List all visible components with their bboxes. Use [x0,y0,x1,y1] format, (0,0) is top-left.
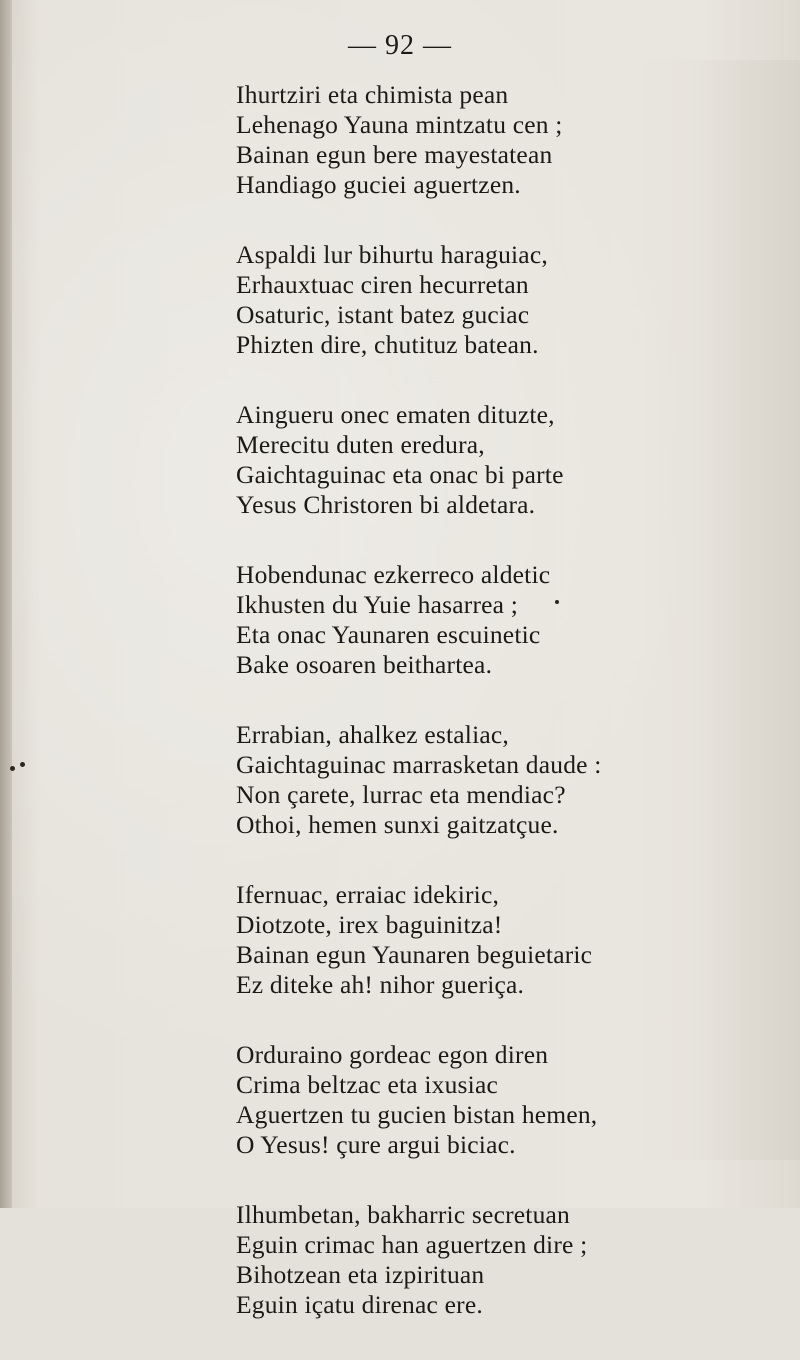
verse-line: Gaichtaguinac marrasketan daude : [236,750,602,779]
verse-line: Eta onac Yaunaren escuinetic [236,620,541,649]
stanza [236,400,756,520]
verse-line: Gaichtaguinac eta onac bi parte [236,460,564,489]
verse-line: Eguin içatu direnac ere. [236,1290,483,1319]
stanza [236,560,756,680]
verse-line: Ihurtziri eta chimista pean [236,80,509,109]
verse-line: Ikhusten du Yuie hasarrea ; [236,590,519,619]
verse-line: Handiago guciei aguertzen. [236,170,521,199]
ink-speck [10,766,15,771]
ink-speck [20,762,25,767]
verse-line: Non çarete, lurrac eta mendiac? [236,780,566,809]
verse-line: Orduraino gordeac egon diren [236,1040,549,1069]
page-spine-shadow [0,0,12,1208]
stanza [236,1200,756,1320]
verse-line: Erhauxtuac ciren hecurretan [236,270,529,299]
verse-line: O Yesus! çure argui biciac. [236,1130,516,1159]
verse-line: Othoi, hemen sunxi gaitzatçue. [236,810,559,839]
stanza [236,880,756,1000]
verse-line: Aingueru onec ematen dituzte, [236,400,555,429]
stanza [236,80,756,200]
verse-line: Yesus Christoren bi aldetara. [236,490,536,519]
verse-line: Eguin crimac han aguertzen dire ; [236,1230,588,1259]
stanza [236,720,756,840]
verse-line: Phizten dire, chutituz batean. [236,330,539,359]
poem [236,80,756,1360]
verse-line: Merecitu duten eredura, [236,430,485,459]
verse-line: Crima beltzac eta ixusiac [236,1070,499,1099]
verse-line: Bihotzean eta izpirituan [236,1260,485,1289]
verse-line: Lehenago Yauna mintzatu cen ; [236,110,563,139]
verse-line: Bainan egun bere mayestatean [236,140,553,169]
stanza [236,1040,756,1160]
verse-line: Aspaldi lur bihurtu haraguiac, [236,240,548,269]
page-number: — 92 — [348,30,452,61]
verse-line: Hobendunac ezkerreco aldetic [236,560,551,589]
ink-speck [555,600,559,604]
verse-line: Errabian, ahalkez estaliac, [236,720,509,749]
verse-line: Bainan egun Yaunaren beguietaric [236,940,593,969]
verse-line: Ilhumbetan, bakharric secretuan [236,1200,571,1229]
verse-line: Diotzote, irex baguinitza! [236,910,503,939]
verse-line: Aguertzen tu gucien bistan hemen, [236,1100,598,1129]
verse-line: Bake osoaren beithartea. [236,650,493,679]
verse-line: Ez diteke ah! nihor gueriça. [236,970,525,999]
verse-line: Osaturic, istant batez guciac [236,300,530,329]
stanza [236,240,756,360]
verse-line: Ifernuac, erraiac idekiric, [236,880,500,909]
